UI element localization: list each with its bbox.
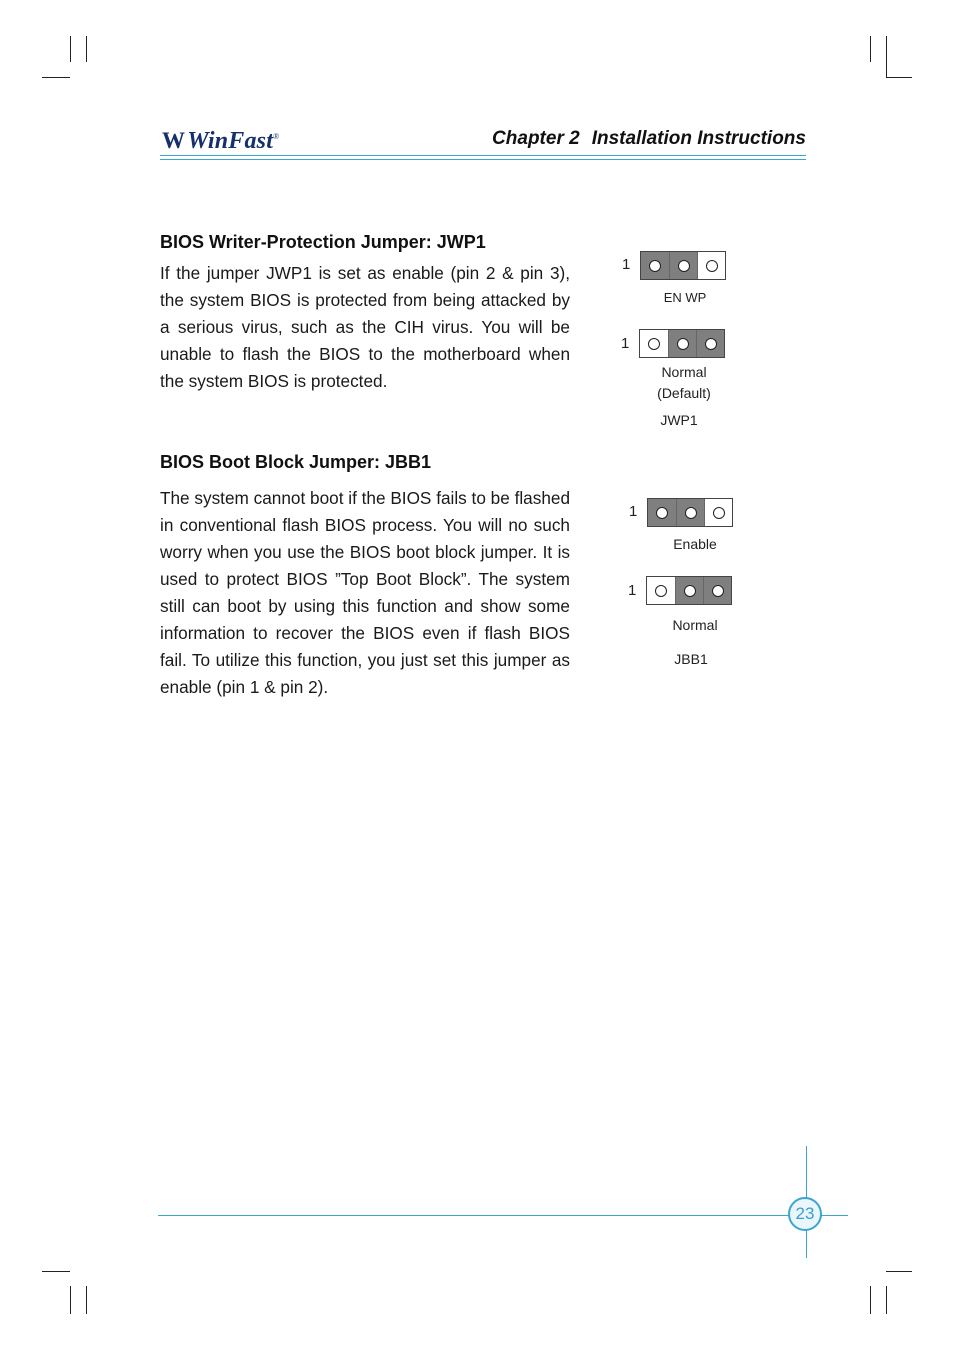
pin-2 xyxy=(668,330,696,357)
pin-3 xyxy=(703,577,731,604)
jwp1-heading: BIOS Writer-Protection Jumper: JWP1 xyxy=(160,232,486,252)
pin-2 xyxy=(675,577,703,604)
pin-1 xyxy=(647,577,675,604)
jbb1-b-pin1-label: 1 xyxy=(628,582,637,599)
jwp1-description: If the jumper JWP1 is set as enable (pin 2 & pin 3), the system BIOS is protected from being attacked by a serious virus, such as the CIH virus. You will be unable to flash the BIOS to the motherboard when the system BIOS is protected. xyxy=(160,263,570,391)
jwp1-normal-label: Normal xyxy=(661,364,707,380)
chapter-heading xyxy=(492,128,806,150)
pin-1 xyxy=(648,499,676,526)
chapter-title: Installation Instructions xyxy=(591,128,806,149)
jwp1-b-pin1-label: 1 xyxy=(621,335,630,352)
jwp1-name: JWP1 xyxy=(660,412,698,428)
jbb1-name: JBB1 xyxy=(674,651,708,667)
header-rule-secondary xyxy=(160,159,806,160)
chapter-number: Chapter 2 xyxy=(492,128,580,149)
jwp1-enwp-jumper xyxy=(640,251,726,280)
jbb1-normal-jumper xyxy=(646,576,732,605)
pin-1 xyxy=(640,330,668,357)
footer-rule xyxy=(158,1215,848,1216)
jwp1-normal-jumper xyxy=(639,329,725,358)
pin-3 xyxy=(697,252,725,279)
jbb1-description: The system cannot boot if the BIOS fails to be flashed in conventional flash BIOS process. You will no such worry when you use the BIOS boot block jumper. It is used to protect BIOS ”Top Boot Block”. The system still can boot by using this function and show some information to recover the BIOS even if flash BIOS fail. To utilize this function, you just set this jumper as enable (pin 1 & pin 2). xyxy=(160,488,570,697)
pin-1 xyxy=(641,252,669,279)
logo-mark: W xyxy=(162,128,186,153)
page-number: 23 xyxy=(795,1204,815,1223)
header-rule xyxy=(160,155,806,156)
pin-2 xyxy=(676,499,704,526)
winfast-logo xyxy=(162,128,279,155)
jbb1-heading: BIOS Boot Block Jumper: JBB1 xyxy=(160,452,432,472)
jbb1-normal-label: Normal xyxy=(672,617,718,633)
jbb1-enable-jumper xyxy=(647,498,733,527)
jwp1-enwp-label: EN WP xyxy=(663,290,707,305)
pin-3 xyxy=(696,330,724,357)
logo-text: WinFast xyxy=(187,128,274,154)
logo-registered: ® xyxy=(273,132,280,141)
pin-2 xyxy=(669,252,697,279)
jwp1-default-label: (Default) xyxy=(657,385,711,401)
jwp1-a-pin1-label: 1 xyxy=(622,256,631,273)
jbb1-enable-label: Enable xyxy=(673,536,717,552)
jbb1-a-pin1-label: 1 xyxy=(629,503,638,520)
pin-3 xyxy=(704,499,732,526)
